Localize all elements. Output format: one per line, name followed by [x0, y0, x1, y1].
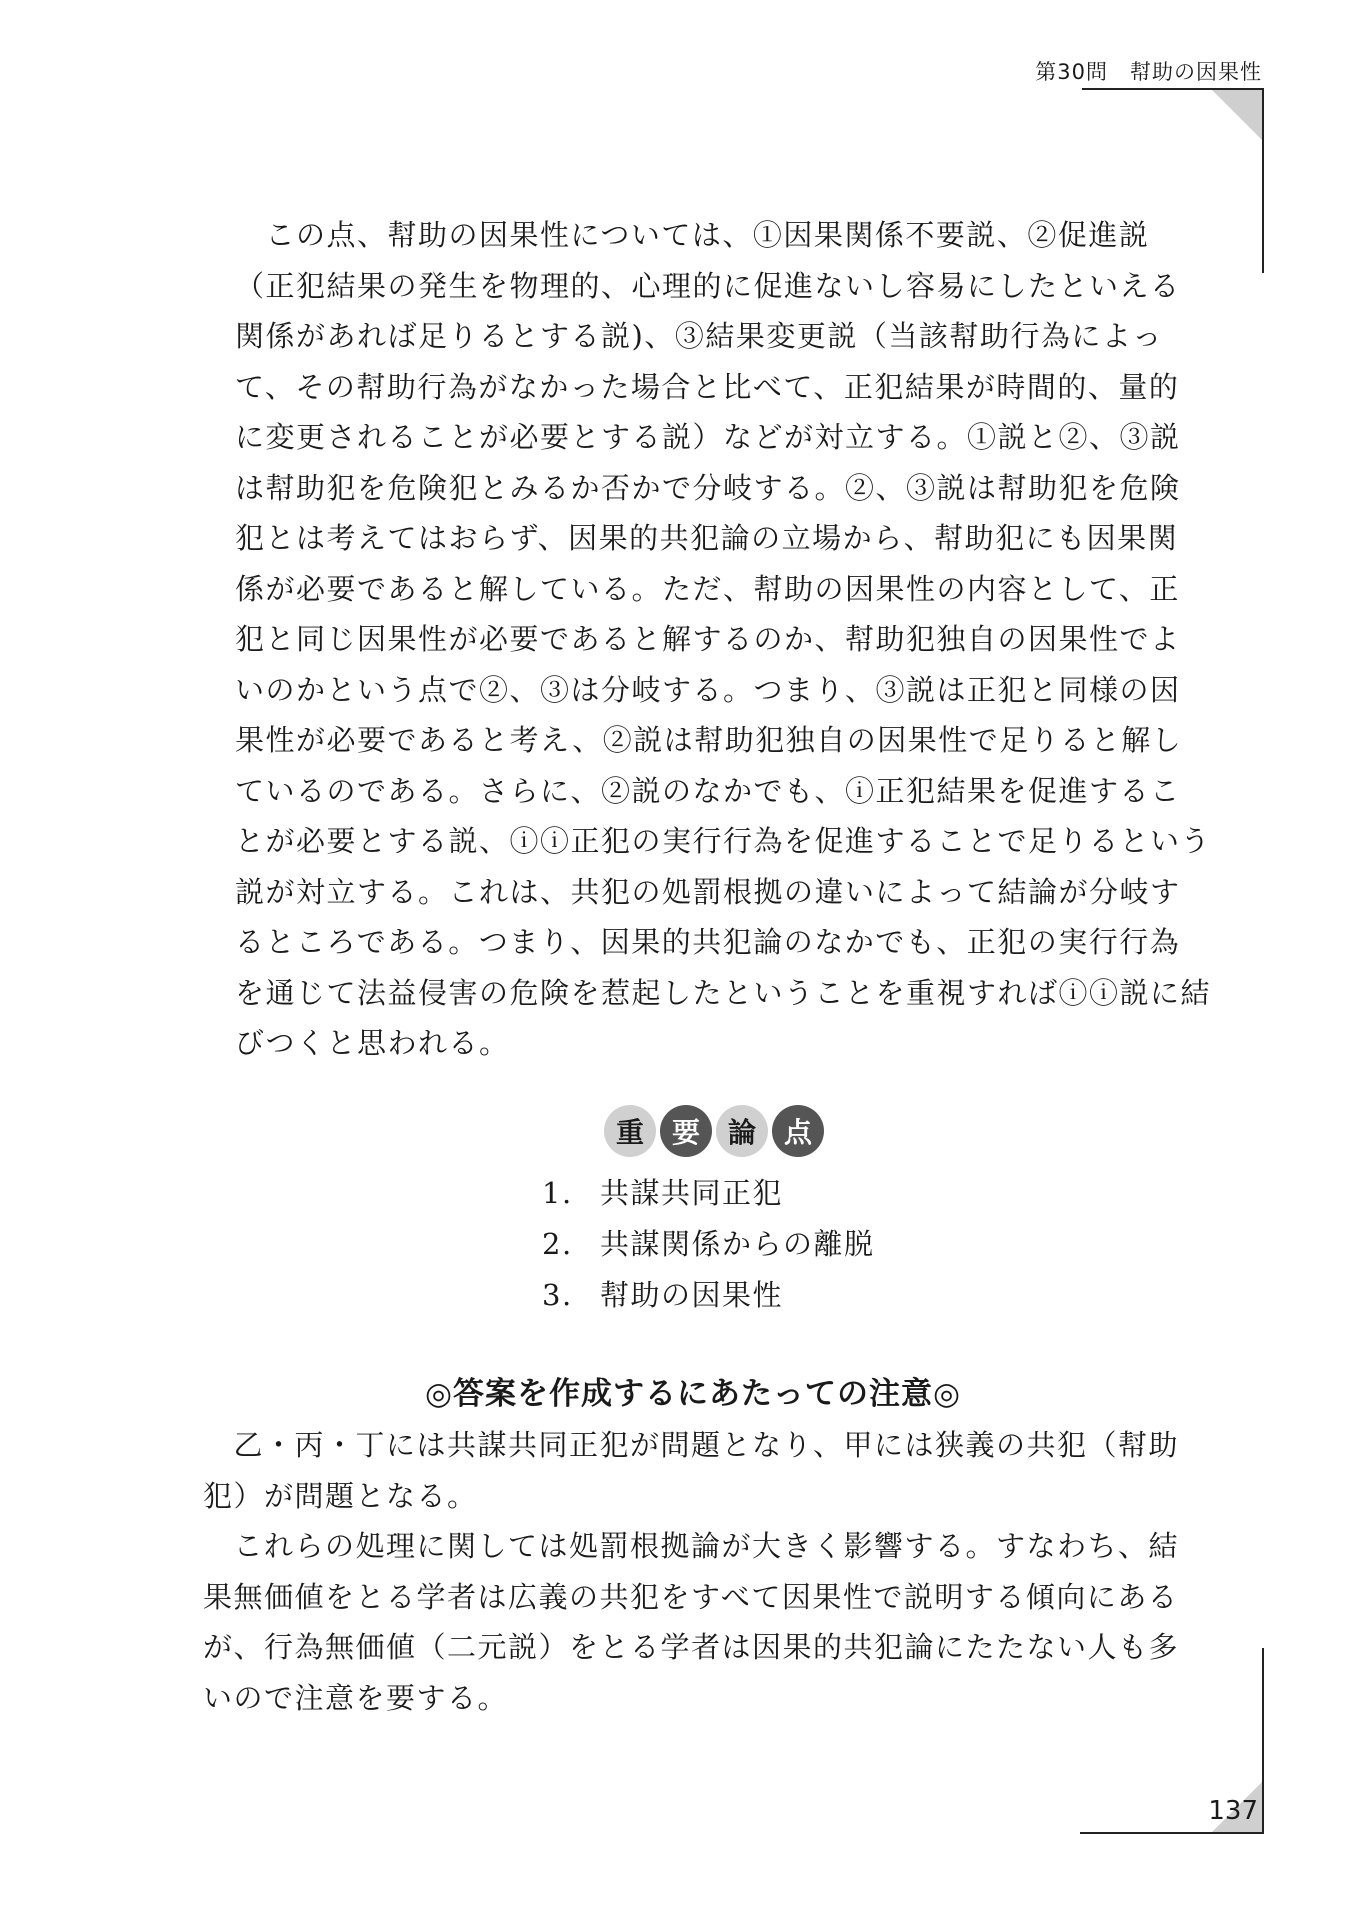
list-item	[542, 1270, 875, 1321]
list-item-text: 共謀関係からの離脱	[600, 1227, 875, 1261]
list-item-text: 共謀共同正犯	[600, 1176, 784, 1210]
running-header-title: 第30問 幇助の因果性	[1035, 60, 1262, 84]
important-points-list	[542, 1168, 875, 1321]
badge-ten: 点	[772, 1105, 824, 1157]
footer-rule-vertical	[1262, 1648, 1264, 1834]
badge-you: 要	[660, 1105, 712, 1157]
header-rule-vertical	[1262, 88, 1264, 273]
badge-ron: 論	[716, 1105, 768, 1157]
list-item-number: 1.	[542, 1176, 573, 1210]
badge-juu: 重	[604, 1105, 656, 1157]
page-number: 137	[1208, 1796, 1258, 1826]
caution-paragraph-2: これらの処理に関しては処罰根拠論が大きく影響する。すなわち、結 果無価値をとる学者は広義の共犯をすべて因果性で説明する傾向にある が、行為無価値（二元説）をとる学者は因果的共犯論にたたない人も多 いので注意を要する。	[203, 1529, 1180, 1715]
page-corner-fold-top	[1212, 90, 1262, 140]
important-points-heading	[604, 1105, 824, 1157]
list-item	[542, 1219, 875, 1270]
footer-rule-horizontal	[1080, 1832, 1264, 1834]
list-item	[542, 1168, 875, 1219]
list-item-number: 2.	[542, 1227, 573, 1261]
caution-heading: ◎答案を作成するにあたっての注意◎	[424, 1376, 962, 1412]
body-paragraph: この点、幇助の因果性については、①因果関係不要説、②促進説 （正犯結果の発生を物理的、心理的に促進ないし容易にしたといえる 関係があれば足りるとする説)、③結果変更説（当該幇助行為によっ て、その幇助行為がなかった場合と比べて、正犯結果が時間的、量的 に変更されることが必要とする説）などが対立する。①説と②、③説 は幇助犯を危険犯とみるか否かで分岐する。②、③説は幇助犯を危険 犯とは考えてはおらず、因果的共犯論の立場から、幇助犯にも因果関 係が必要であると解している。ただ、幇助の因果性の内容として、正 犯と同じ因果性が必要であると解するのか、幇助犯独自の因果性でよ いのかという点で②、③は分岐する。つまり、③説は正犯と同様の因 果性が必要であると考え、②説は幇助犯独自の因果性で足りると解し ているのである。さらに、②説のなかでも、ⓘ正犯結果を促進するこ とが必要とする説、ⓘⓘ正犯の実行行為を促進することで足りるという 説が対立する。これは、共犯の処罰根拠の違いによって結論が分岐す るところである。つまり、因果的共犯論のなかでも、正犯の実行行為 を通じて法益侵害の危険を惹起したということを重視すればⓘⓘ説に結 びつくと思われる。	[235, 218, 1212, 1060]
caution-paragraph-1: 乙・丙・丁には共謀共同正犯が問題となり、甲には狭義の共犯（幇助 犯）が問題となる。	[203, 1428, 1180, 1513]
list-item-number: 3.	[542, 1278, 573, 1312]
list-item-text: 幇助の因果性	[600, 1278, 784, 1312]
